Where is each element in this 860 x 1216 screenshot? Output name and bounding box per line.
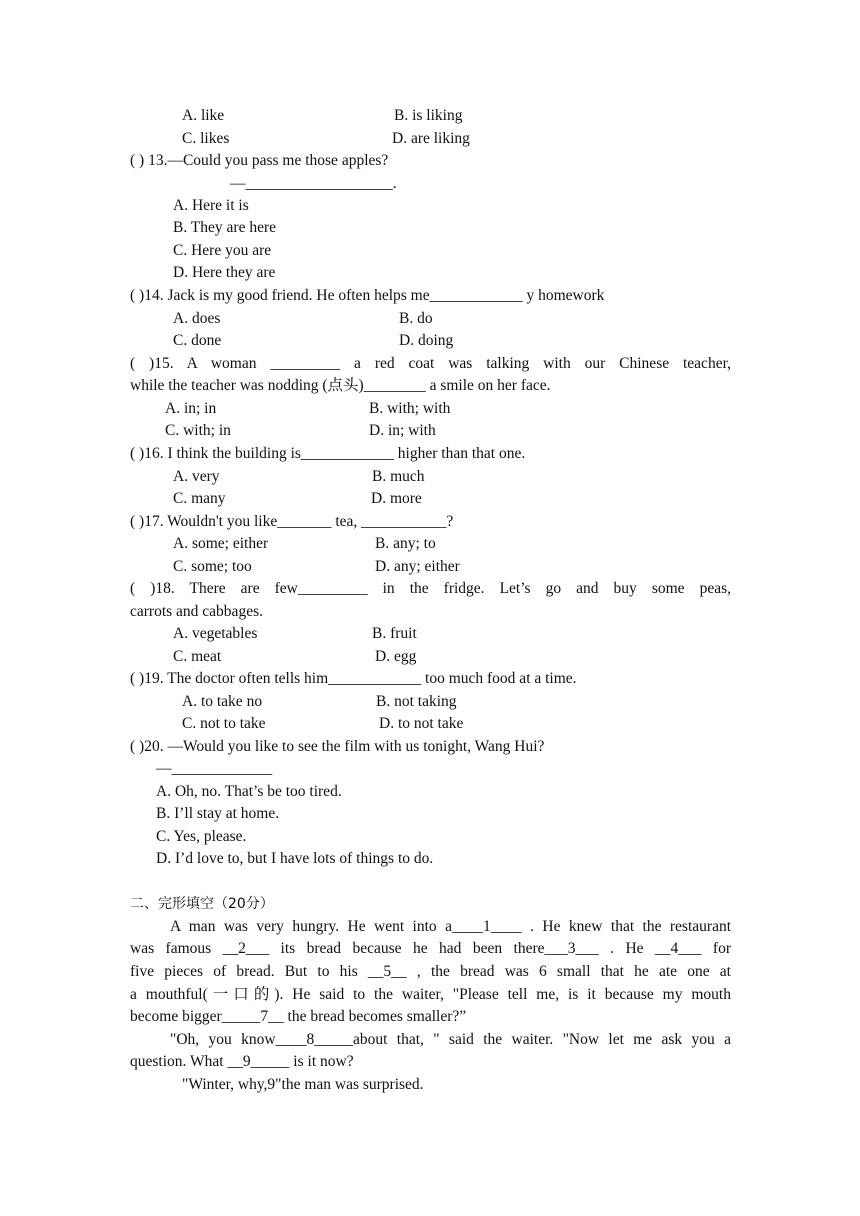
q18-option-c: C. meat bbox=[173, 648, 222, 665]
q19-option-d: D. to not take bbox=[379, 715, 464, 732]
cloze-p1-line5: become bigger_____7__ the bread becomes smaller?” bbox=[130, 1008, 467, 1025]
cloze-p3-line1: "Winter, why,9"the man was surprised. bbox=[182, 1076, 424, 1093]
q17-option-a: A. some; either bbox=[173, 535, 269, 552]
q20-option-a: A. Oh, no. That’s be too tired. bbox=[156, 783, 342, 800]
q19-option-b: B. not taking bbox=[376, 693, 457, 710]
q17-stem: ( )17. Wouldn't you like_______ tea, ___________? bbox=[130, 513, 454, 530]
q13-answer-line: —___________________. bbox=[230, 175, 397, 192]
q15-stem-line1: ( )15. A woman _________ a red coat was talking with our Chinese teacher, bbox=[130, 355, 731, 372]
q18-option-a: A. vegetables bbox=[173, 625, 258, 642]
q16-option-d: D. more bbox=[371, 490, 422, 507]
q14-stem: ( )14. Jack is my good friend. He often helps me____________ y homework bbox=[130, 287, 605, 304]
q15-option-c: C. with; in bbox=[165, 422, 231, 439]
q13-option-c: C. Here you are bbox=[173, 242, 272, 259]
q13-option-d: D. Here they are bbox=[173, 264, 276, 281]
q16-option-c: C. many bbox=[173, 490, 226, 507]
q15-option-d: D. in; with bbox=[369, 422, 436, 439]
q16-option-a: A. very bbox=[173, 468, 220, 485]
q18-option-b: B. fruit bbox=[372, 625, 417, 642]
q12-option-a: A. like bbox=[182, 107, 225, 124]
q14-option-a: A. does bbox=[173, 310, 221, 327]
cloze-p1-line2: was famous __2___ its bread because he had been there___3___ . He __4___ for bbox=[130, 940, 731, 957]
q12-option-d: D. are liking bbox=[392, 130, 470, 147]
q13-stem: ( ) 13.—Could you pass me those apples? bbox=[130, 152, 389, 169]
q16-option-b: B. much bbox=[372, 468, 425, 485]
q13-option-a: A. Here it is bbox=[173, 197, 249, 214]
q20-option-c: C. Yes, please. bbox=[156, 828, 247, 845]
q16-stem: ( )16. I think the building is____________ higher than that one. bbox=[130, 445, 526, 462]
q18-stem-line2: carrots and cabbages. bbox=[130, 603, 263, 620]
q20-option-d: D. I’d love to, but I have lots of things to do. bbox=[156, 850, 434, 867]
q14-option-d: D. doing bbox=[399, 332, 454, 349]
q20-answer-line: —_____________ bbox=[156, 760, 273, 777]
q19-stem: ( )19. The doctor often tells him____________ too much food at a time. bbox=[130, 670, 577, 687]
q14-option-c: C. done bbox=[173, 332, 222, 349]
q18-option-d: D. egg bbox=[375, 648, 417, 665]
q15-option-a: A. in; in bbox=[165, 400, 217, 417]
cloze-p1-line1: A man was very hungry. He went into a____1____ . He knew that the restaurant bbox=[170, 918, 731, 935]
section-heading: 二、完形填空（20分） bbox=[130, 896, 274, 912]
q12-option-b: B. is liking bbox=[394, 107, 463, 124]
cloze-p1-line3: five pieces of bread. But to his __5__ , the bread was 6 small that he ate one at bbox=[130, 963, 731, 980]
q12-option-c: C. likes bbox=[182, 130, 230, 147]
q18-stem-line1: ( )18. There are few_________ in the fridge. Let’s go and buy some peas, bbox=[130, 580, 731, 597]
q15-option-b: B. with; with bbox=[369, 400, 451, 417]
q20-stem: ( )20. —Would you like to see the film with us tonight, Wang Hui? bbox=[130, 738, 545, 755]
q17-option-c: C. some; too bbox=[173, 558, 252, 575]
cloze-p2-line1: "Oh, you know____8_____about that, " said the waiter. "Now let me ask you a bbox=[170, 1031, 731, 1048]
q15-stem-line2: while the teacher was nodding (点头)________ a smile on her face. bbox=[130, 377, 551, 394]
cloze-p1-line4: a mouthful(一口的). He said to the waiter, "Please tell me, is it because my mouth bbox=[130, 986, 731, 1003]
q19-option-c: C. not to take bbox=[182, 715, 266, 732]
cloze-p2-line2: question. What __9_____ is it now? bbox=[130, 1053, 354, 1070]
q17-option-d: D. any; either bbox=[375, 558, 460, 575]
q17-option-b: B. any; to bbox=[375, 535, 436, 552]
q14-option-b: B. do bbox=[399, 310, 433, 327]
q19-option-a: A. to take no bbox=[182, 693, 263, 710]
q13-option-b: B. They are here bbox=[173, 219, 276, 236]
q20-option-b: B. I’ll stay at home. bbox=[156, 805, 280, 822]
